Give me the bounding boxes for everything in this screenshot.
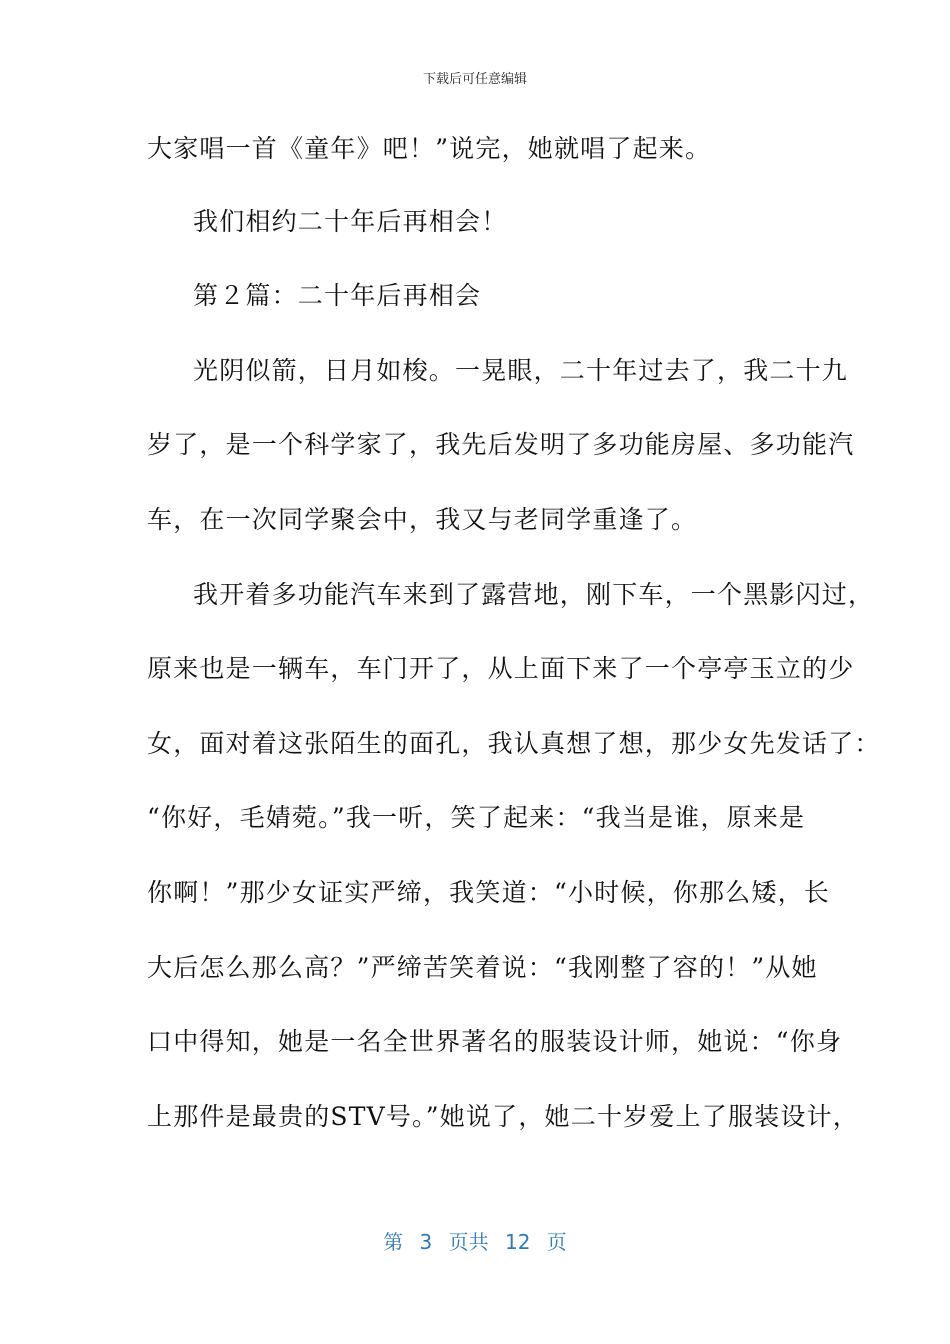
text-line: 光阴似箭，日月如梭。一晃眼，二十年过去了，我二十九	[193, 356, 849, 385]
text-line: “你好，毛婧菀。”我一听，笑了起来：“我当是谁，原来是	[147, 803, 806, 832]
text-line: 大后怎么那么高？”严缔苦笑着说：“我刚整了容的！”从她	[147, 953, 818, 982]
text-line: 上那件是最贵的STV号。”她说了，她二十岁爱上了服装设计，	[147, 1102, 859, 1131]
header-note: 下载后可任意编辑	[422, 72, 527, 87]
text-line: 口中得知，她是一名全世界著名的服装设计师，她说：“你身	[147, 1027, 843, 1056]
text-line: 我开着多功能汽车来到了露营地，刚下车，一个黑影闪过，	[193, 580, 875, 609]
text-line: 车，在一次同学聚会中，我又与老同学重逢了。	[147, 505, 698, 534]
text-line: 你啊！”那少女证实严缔，我笑道：“小时候，你那么矮，长	[147, 878, 830, 907]
text-line: 岁了，是一个科学家了，我先后发明了多功能房屋、多功能汽	[147, 430, 855, 459]
text-line: 大家唱一首《童年》吧！”说完，她就唱了起来。	[147, 134, 712, 163]
text-line: 女，面对着这张陌生的面孔，我认真想了想，那少女先发话了：	[147, 729, 881, 758]
section-heading: 第２篇：二十年后再相会	[193, 281, 482, 310]
page-number: 第 3 页共 12 页	[383, 1230, 567, 1254]
text-line: 我们相约二十年后再相会！	[193, 207, 508, 236]
text-line: 原来也是一辆车，车门开了，从上面下来了一个亭亭玉立的少	[147, 654, 855, 683]
